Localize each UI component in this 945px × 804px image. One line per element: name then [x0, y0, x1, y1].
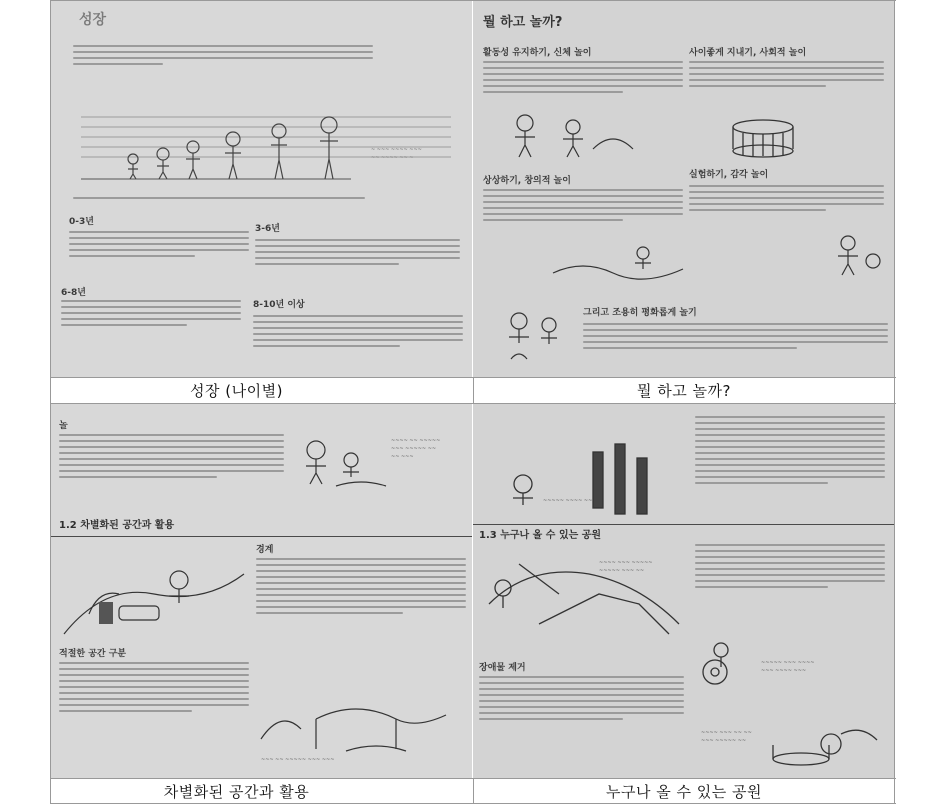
play-illustration: [296, 424, 466, 499]
text-physical-play: [483, 61, 683, 97]
section-divider: [51, 536, 472, 537]
imaginative-play-illustration: [543, 241, 693, 283]
text-age-0-3: [69, 231, 249, 261]
svg-text:~~~~ ~~~ ~~~~~: ~~~~ ~~~ ~~~~~: [599, 560, 653, 566]
svg-text:~~~ ~~ ~~~~~ ~~~ ~~~: ~~~ ~~ ~~~~~ ~~~ ~~~: [261, 757, 335, 763]
svg-text:~~~~~ ~~~ ~~~~: ~~~~~ ~~~ ~~~~: [761, 660, 815, 666]
heading-barrier-removal: 장애물 제거: [479, 663, 526, 673]
text-barrier-removal: [479, 676, 684, 724]
text-sensory-play: [689, 185, 884, 215]
caption-accessible-park: 누구나 올 수 있는 공원: [606, 783, 762, 801]
photo-differentiated-space: [51, 404, 472, 778]
heading-age-8-10: 8-10년 이상: [253, 300, 305, 310]
caption-what-to-play: 뭘 하고 놀까?: [637, 382, 731, 400]
text-imaginative-play: [483, 189, 683, 225]
heading-play: 놀: [59, 421, 68, 431]
section-title: 1.3 누구나 올 수 있는 공원: [479, 530, 602, 541]
text-age-6-8: [61, 300, 241, 330]
growth-chart-illustration: [81, 109, 471, 194]
social-play-illustration: [723, 113, 803, 163]
heading-age-6-8: 6-8년: [61, 288, 86, 298]
section-divider: [473, 524, 894, 525]
sensory-play-illustration: [818, 233, 888, 278]
book-page-photo: [51, 404, 472, 778]
svg-text:~~~ ~~~~ ~~~: ~~~ ~~~~ ~~~: [761, 668, 807, 674]
svg-text:~~~ ~~~~~ ~~: ~~~ ~~~~~ ~~: [391, 446, 437, 452]
text-intro: [695, 416, 885, 488]
text-age-8-10: [253, 315, 463, 351]
heading-age-3-6: 3-6년: [255, 224, 280, 234]
caption-differentiated-space: 차별화된 공간과 활용: [163, 783, 310, 801]
caption-growth: 성장 (나이별): [190, 382, 283, 400]
svg-text:~~ ~~~: ~~ ~~~: [391, 454, 414, 460]
svg-text:~ ~~~ ~~~~ ~~~: ~ ~~~ ~~~~ ~~~: [371, 147, 422, 153]
page-title: 성장: [79, 12, 107, 28]
svg-text:~~~~ ~~ ~~~~~: ~~~~ ~~ ~~~~~: [391, 438, 441, 444]
text-quiet-play: [583, 323, 888, 353]
svg-text:~~~ ~~~~~ ~~: ~~~ ~~~~~ ~~: [701, 738, 747, 744]
photo-growth: [51, 1, 472, 377]
heading-age-0-3: 0-3년: [69, 217, 94, 227]
text-park: [695, 544, 885, 592]
photo-accessible-park: [473, 404, 894, 778]
page-title: 뭘 하고 놀까?: [483, 15, 563, 30]
accessible-illustration: [503, 424, 683, 524]
heading-sensory-play: 실험하기, 감각 놀이: [689, 170, 769, 180]
text-boundary: [256, 558, 466, 618]
svg-text:~~ ~~~~ ~~ ~: ~~ ~~~~ ~~ ~: [371, 155, 414, 161]
boundary-illustration: [256, 669, 466, 769]
text-play: [59, 434, 284, 482]
park-ramp-illustration: [479, 544, 689, 654]
heading-boundary: 경계: [256, 545, 274, 555]
text-age-3-6: [255, 239, 460, 269]
section-title: 1.2 차별화된 공간과 활용: [59, 520, 175, 531]
book-page-photo: [473, 1, 894, 377]
space-illustration: [59, 544, 249, 644]
quiet-play-illustration: [493, 301, 573, 371]
book-page-photo: [473, 404, 894, 778]
heading-physical-play: 활동성 유지하기, 신체 놀이: [483, 48, 592, 58]
heading-quiet-play: 그리고 조용히 평화롭게 놀기: [583, 308, 697, 318]
photo-what-to-play: [473, 1, 894, 377]
physical-play-illustration: [503, 109, 683, 164]
heading-imaginative-play: 상상하기, 창의적 놀이: [483, 176, 571, 186]
book-page-photo: [51, 1, 472, 377]
heading-space-division: 적절한 공간 구분: [59, 649, 127, 659]
wheelchair-illustration: [691, 634, 891, 774]
text-space-division: [59, 662, 249, 716]
svg-text:~~~~ ~~~ ~~ ~~: ~~~~ ~~~ ~~ ~~: [701, 730, 752, 736]
intro-text: [73, 45, 373, 69]
heading-social-play: 사이좋게 지내기, 사회적 놀이: [689, 48, 807, 58]
text-social-play: [689, 61, 884, 91]
svg-text:~~~~~ ~~~~ ~~: ~~~~~ ~~~~ ~~: [543, 498, 593, 504]
chart-caption-text: [73, 197, 413, 203]
svg-text:~~~~~ ~~~ ~~: ~~~~~ ~~~ ~~: [599, 568, 645, 574]
